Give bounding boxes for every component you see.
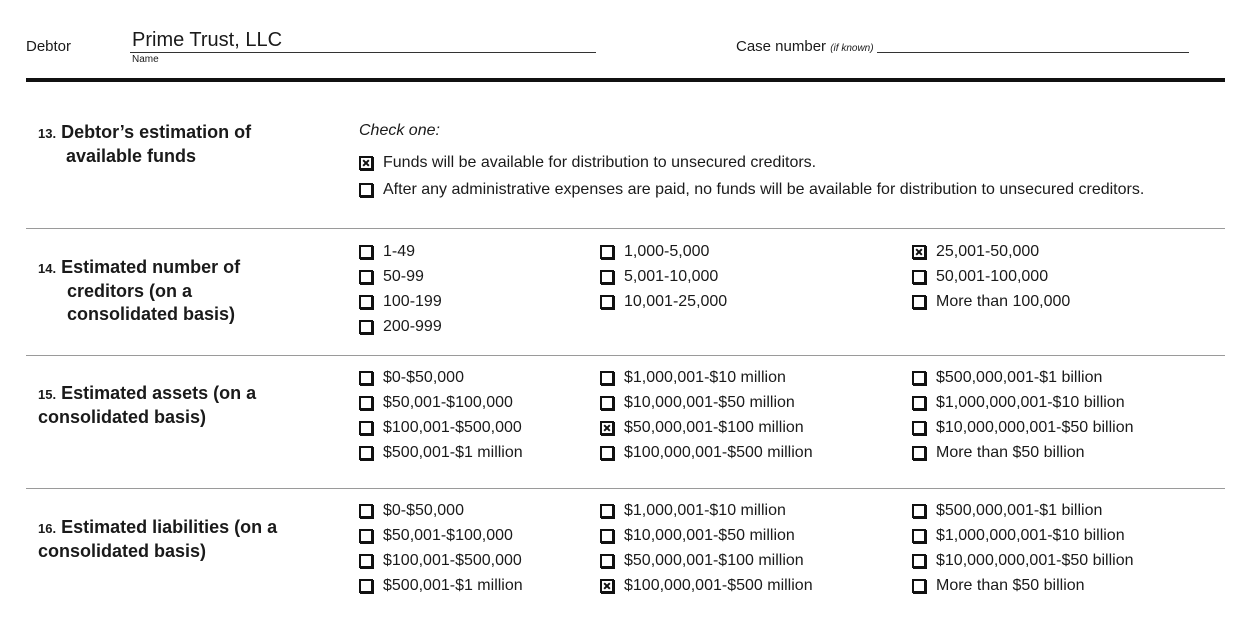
checkbox-icon[interactable] [912,554,926,568]
s16-range-option[interactable] [359,548,522,573]
s16-range-option[interactable] [912,573,1085,598]
checkbox-icon[interactable] [359,554,373,568]
checkbox-icon[interactable] [359,245,373,259]
option-label: After any administrative expenses are paid, no funds will be available for distribution to unsecured creditors. [383,181,1145,198]
option-label: 1,000-5,000 [624,243,710,260]
option-label: $0-$50,000 [383,369,464,386]
funds-option[interactable] [359,177,1144,202]
section-14-title-line2: creditors (on a [67,281,193,301]
section-14-number: 14. [38,261,57,276]
checkbox-icon[interactable] [359,579,373,593]
section-15-title-line2: consolidated basis) [38,407,207,427]
s15-range-option[interactable] [912,415,1134,440]
debtor-name-field[interactable]: Prime Trust, LLC [132,29,283,51]
s16-range-option[interactable] [912,498,1102,523]
checkbox-icon[interactable] [600,504,614,518]
section-13-title-line1: Debtor’s estimation of [61,122,252,142]
checkbox-icon[interactable] [912,371,926,385]
checkbox-icon[interactable] [600,295,614,309]
option-label: $1,000,000,001-$10 billion [936,527,1125,544]
case-number-field[interactable] [877,52,1189,53]
checkbox-icon[interactable] [912,579,926,593]
s15-range-option[interactable] [359,415,522,440]
s16-range-option[interactable] [359,523,513,548]
debtor-label: Debtor [26,38,72,55]
option-label: $0-$50,000 [383,502,464,519]
option-label: More than $50 billion [936,577,1085,594]
s14-range-option[interactable] [600,264,718,289]
option-label: More than $50 billion [936,444,1085,461]
checkbox-checked-icon[interactable] [912,245,926,259]
section-15-title [38,382,256,429]
name-caption: Name [132,54,159,65]
checkbox-icon[interactable] [359,396,373,410]
checkbox-icon[interactable] [912,396,926,410]
checkbox-checked-icon[interactable] [600,579,614,593]
option-label: 25,001-50,000 [936,243,1040,260]
option-label: $10,000,001-$50 million [624,527,795,544]
checkbox-icon[interactable] [912,270,926,284]
section-14-title-line3: consolidated basis) [67,304,236,324]
s14-range-option[interactable] [359,264,424,289]
s14-range-option[interactable] [912,239,1039,264]
s14-range-option[interactable] [600,289,727,314]
option-label: Funds will be available for distribution to unsecured creditors. [383,154,817,171]
option-label: $10,000,001-$50 million [624,394,795,411]
s15-range-option[interactable] [912,440,1085,465]
section-13-title [38,121,251,168]
checkbox-icon[interactable] [600,446,614,460]
s15-range-option[interactable] [600,440,813,465]
option-label: $50,000,001-$100 million [624,552,804,569]
s16-range-option[interactable] [600,498,786,523]
funds-option[interactable] [359,150,816,175]
checkbox-icon[interactable] [359,504,373,518]
case-number-label-text: Case number [736,38,831,55]
option-label: 200-999 [383,318,442,335]
s14-range-option[interactable] [600,239,709,264]
checkbox-icon[interactable] [359,446,373,460]
section-divider [26,488,1225,489]
s16-range-option[interactable] [600,548,804,573]
checkbox-icon[interactable] [600,396,614,410]
checkbox-icon[interactable] [600,245,614,259]
checkbox-icon[interactable] [912,529,926,543]
section-13-number: 13. [38,126,57,141]
checkbox-icon[interactable] [600,529,614,543]
checkbox-icon[interactable] [359,421,373,435]
s15-range-option[interactable] [359,390,513,415]
option-label: $50,001-$100,000 [383,394,513,411]
section-16-title-line2: consolidated basis) [38,541,207,561]
s16-range-option[interactable] [359,498,464,523]
option-label: More than 100,000 [936,293,1071,310]
option-label: $500,000,001-$1 billion [936,369,1103,386]
option-label: $10,000,000,001-$50 billion [936,552,1134,569]
s15-range-option[interactable] [912,365,1102,390]
checkbox-icon[interactable] [912,504,926,518]
option-label: $10,000,000,001-$50 billion [936,419,1134,436]
option-label: $500,001-$1 million [383,444,523,461]
checkbox-icon[interactable] [600,554,614,568]
checkbox-icon[interactable] [912,446,926,460]
s14-range-option[interactable] [912,289,1070,314]
section-16-title-line1: Estimated liabilities (on a [61,517,278,537]
section-16-title [38,516,277,563]
checkbox-icon[interactable] [359,295,373,309]
option-label: 10,001-25,000 [624,293,728,310]
section-divider [26,228,1225,229]
s16-range-option[interactable] [912,523,1125,548]
option-label: $500,001-$1 million [383,577,523,594]
option-label: 1-49 [383,243,416,260]
s15-range-option[interactable] [912,390,1125,415]
s15-range-option[interactable] [600,365,786,390]
s14-range-option[interactable] [359,314,442,339]
s14-range-option[interactable] [912,264,1048,289]
header-rule [26,78,1225,82]
section-15-title-line1: Estimated assets (on a [61,383,257,403]
s16-range-option[interactable] [912,548,1134,573]
s15-range-option[interactable] [600,415,804,440]
option-label: $1,000,000,001-$10 billion [936,394,1125,411]
s15-range-option[interactable] [359,365,464,390]
section-divider [26,355,1225,356]
option-label: 50-99 [383,268,424,285]
section-14-title-line1: Estimated number of [61,257,241,277]
s16-range-option[interactable] [359,573,523,598]
checkbox-icon[interactable] [600,270,614,284]
section-14-title [38,256,240,326]
section-16-number: 16. [38,521,57,536]
option-label: 50,001-100,000 [936,268,1049,285]
option-label: $100,000,001-$500 million [624,444,813,461]
checkbox-icon[interactable] [359,371,373,385]
section-15-number: 15. [38,387,57,402]
s16-range-option[interactable] [600,523,795,548]
checkbox-icon[interactable] [600,371,614,385]
s14-range-option[interactable] [359,239,415,264]
checkbox-checked-icon[interactable] [600,421,614,435]
checkbox-checked-icon[interactable] [359,156,373,170]
option-label: $50,001-$100,000 [383,527,513,544]
debtor-name-underline [130,52,596,53]
checkbox-icon[interactable] [359,270,373,284]
s15-range-option[interactable] [359,440,523,465]
option-label: $500,000,001-$1 billion [936,502,1103,519]
option-label: $100,001-$500,000 [383,419,522,436]
option-label: $1,000,001-$10 million [624,369,786,386]
option-label: $100,001-$500,000 [383,552,522,569]
option-label: 100-199 [383,293,442,310]
case-number-note: (if known) [830,43,874,54]
s16-range-option[interactable] [600,573,813,598]
checkbox-icon[interactable] [359,529,373,543]
checkbox-icon[interactable] [912,421,926,435]
case-number-label [736,38,874,55]
option-label: $50,000,001-$100 million [624,419,804,436]
option-label: 5,001-10,000 [624,268,719,285]
check-one-instruction: Check one: [359,122,440,139]
option-label: $1,000,001-$10 million [624,502,786,519]
option-label: $100,000,001-$500 million [624,577,813,594]
s15-range-option[interactable] [600,390,795,415]
section-13-title-line2: available funds [66,146,197,166]
s14-range-option[interactable] [359,289,442,314]
checkbox-icon[interactable] [359,320,373,334]
checkbox-icon[interactable] [912,295,926,309]
checkbox-icon[interactable] [359,183,373,197]
